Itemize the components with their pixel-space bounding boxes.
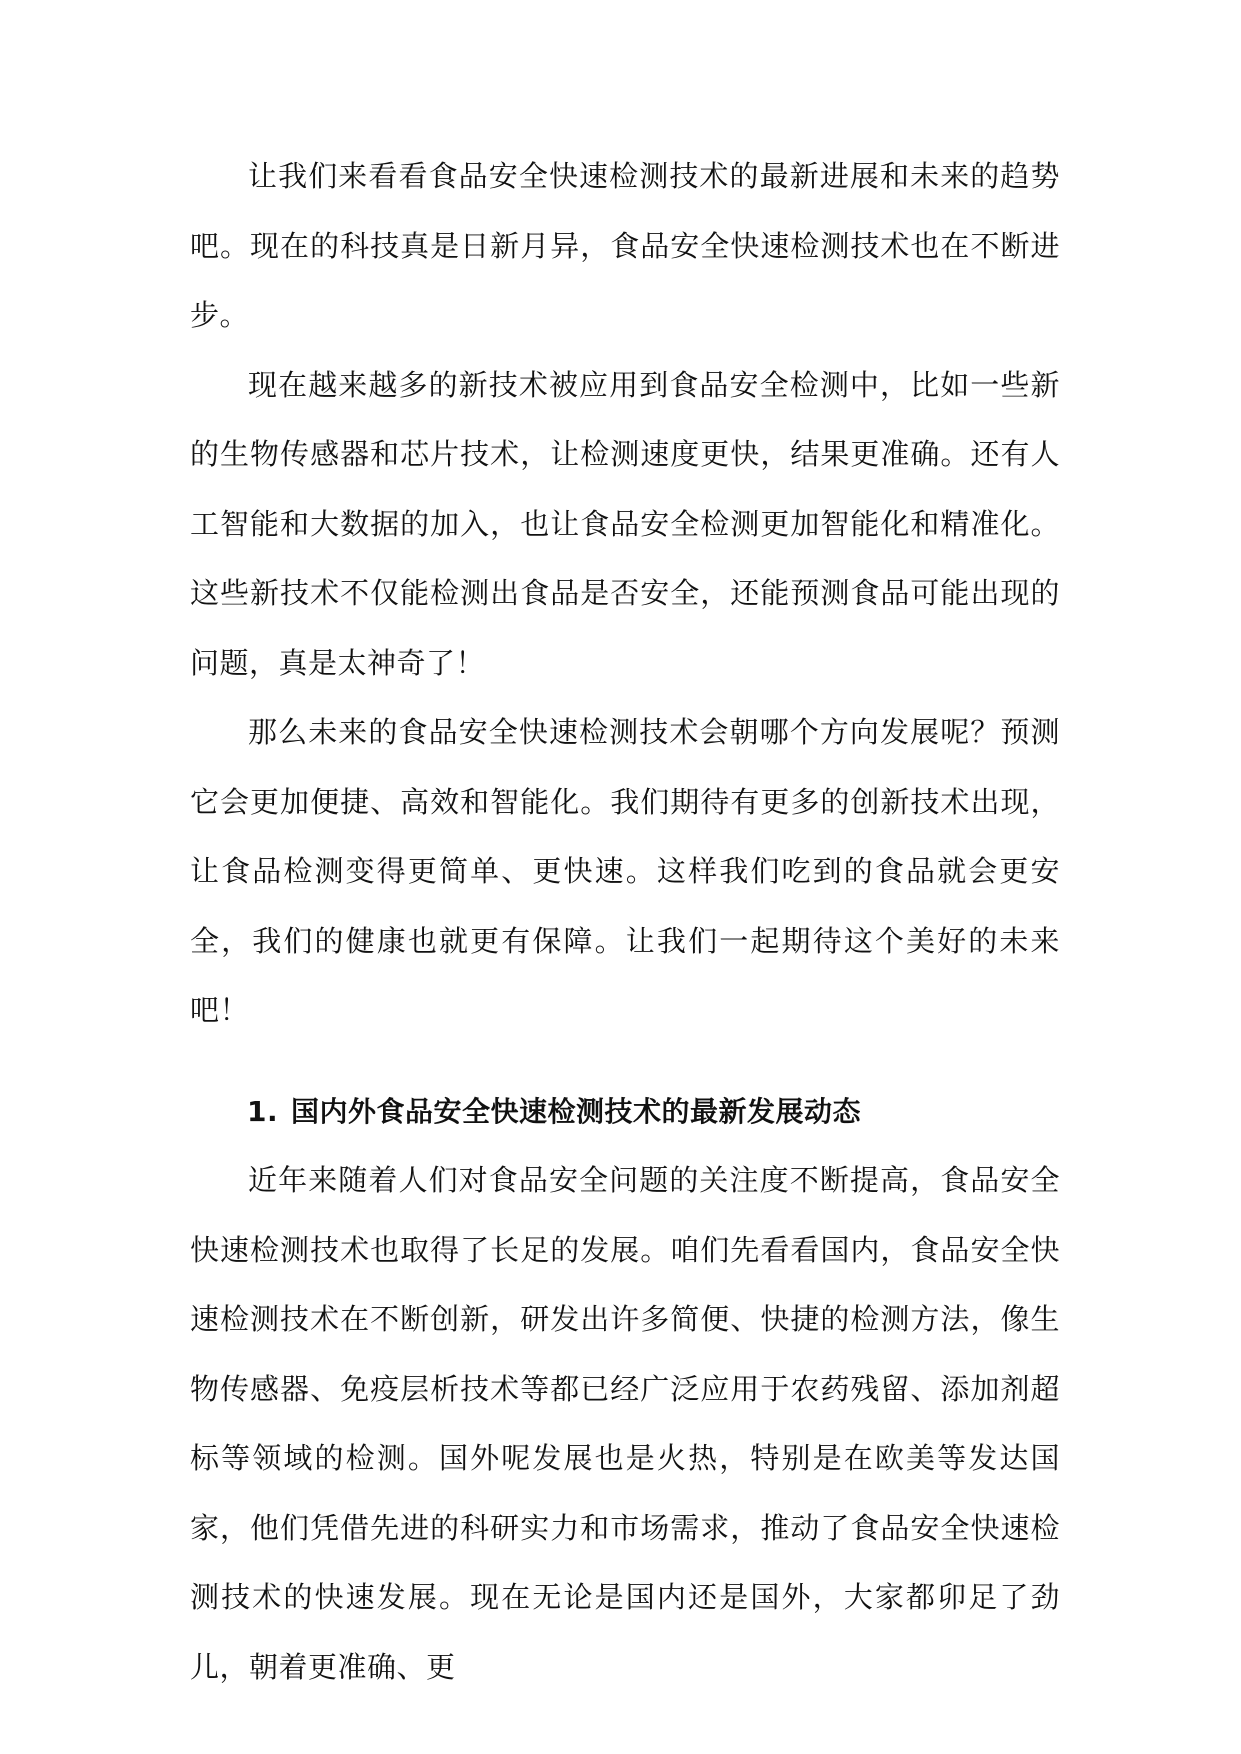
document-body — [190, 142, 1060, 1702]
section-number: 1. — [247, 1094, 279, 1128]
intro-paragraph-2: 现在越来越多的新技术被应用到食品安全检测中，比如一些新的生物传感器和芯片技术，让检测速度更快，结果更准确。还有人工智能和大数据的加入，也让食品安全检测更加智能化和精准化。这些新技术不仅能检测出食品是否安全，还能预测食品可能出现的问题，真是太神奇了！ — [190, 367, 1060, 680]
intro-paragraph-1: 让我们来看看食品安全快速检测技术的最新进展和未来的趋势吧。现在的科技真是日新月异，食品安全快速检测技术也在不断进步。 — [190, 159, 1060, 332]
section-heading — [190, 1077, 1060, 1147]
section-title: 国内外食品安全快速检测技术的最新发展动态 — [291, 1094, 862, 1128]
section-paragraph: 近年来随着人们对食品安全问题的关注度不断提高，食品安全快速检测技术也取得了长足的发展。咱们先看看国内，食品安全快速检测技术在不断创新，研发出许多简便、快捷的检测方法，像生物传感器、免疫层析技术等都已经广泛应用于农药残留、添加剂超标等领域的检测。国外呢发展也是火热，特别是在欧美等发达国家，他们凭借先进的科研实力和市场需求，推动了食品安全快速检测技术的快速发展。现在无论是国内还是国外，大家都卯足了劲儿，朝着更准确、更 — [190, 1163, 1060, 1684]
intro-paragraph-3: 那么未来的食品安全快速检测技术会朝哪个方向发展呢？预测它会更加便捷、高效和智能化。我们期待有更多的创新技术出现，让食品检测变得更简单、更快速。这样我们吃到的食品就会更安全，我们的健康也就更有保障。让我们一起期待这个美好的未来吧！ — [190, 715, 1060, 1027]
